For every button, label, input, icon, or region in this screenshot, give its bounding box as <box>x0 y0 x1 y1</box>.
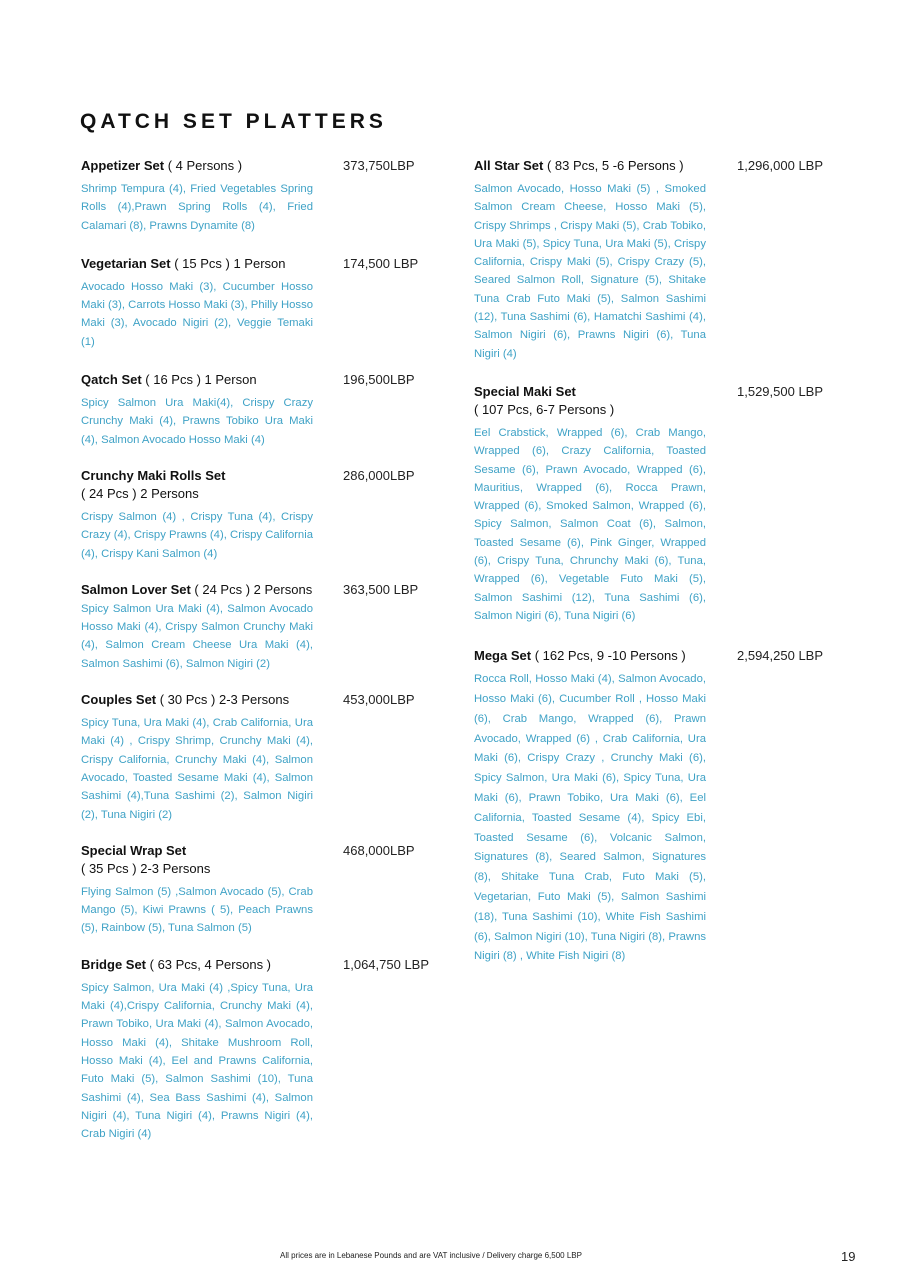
footer-note: All prices are in Lebanese Pounds and are VAT inclusive / Delivery charge 6,500 LBP <box>280 1251 582 1260</box>
menu-item <box>81 371 433 449</box>
item-description: Avocado Hosso Maki (3), Cucumber Hosso Maki (3), Carrots Hosso Maki (3), Philly Hosso Maki (3), Avocado Nigiri (2), Veggie Temaki (1) <box>81 280 313 348</box>
page-title: QATCH SET PLATTERS <box>80 110 387 133</box>
item-description: Flying Salmon (5) ,Salmon Avocado (5), Crab Mango (5), Kiwi Prawns ( 5), Peach Prawns (5), Rainbow (5), Tuna Salmon (5) <box>81 885 313 935</box>
item-detail: ( 15 Pcs ) 1 Person <box>170 255 286 271</box>
item-detail: ( 162 Pcs, 9 -10 Persons ) <box>531 648 686 664</box>
item-name: Special Maki Set <box>474 383 576 399</box>
item-name: Bridge Set <box>81 956 147 972</box>
menu-item <box>474 383 834 625</box>
menu-item <box>81 691 433 824</box>
item-description: Spicy Salmon Ura Maki(4), Crispy Crazy Crunchy Maki (4), Prawns Tobiko Ura Maki (4), Salmon Avocado Hosso Maki (4) <box>81 397 313 446</box>
item-description: Spicy Salmon Ura Maki (4), Salmon Avocado Hosso Maki (4), Crispy Salmon Crunchy Maki (4), Salmon Cream Cheese Ura Maki (4), Salmon Sashimi (6), Salmon Nigiri (2) <box>81 602 313 670</box>
item-price: 453,000LBP <box>343 692 415 708</box>
menu-item <box>81 956 433 1144</box>
item-description: Rocca Roll, Hosso Maki (4), Salmon Avocado, Hosso Maki (6), Cucumber Roll , Hosso Maki (6), Crab Mango, Wrapped (6), Prawn Avocado, Wrapped (6) , Crab California, Ura Maki (6), Crispy Crazy , Crunchy Maki (6), Spicy Salmon, Ura Maki (6), Spicy Tuna, Ura Maki (6), Prawn Tobiko, Ura Maki (6), Eel California, Toasted Sesame (4), Spicy Ebi, Toasted Sesame (6), Volcanic Salmon, Signatures (8), Seared Salmon, Signatures (8), Shitake Tuna Crab, Futo Maki (5), Vegetarian, Futo Maki (5), Salmon Sashimi (18), Tuna Sashimi (10), White Fish Sashimi (6), Salmon Nigiri (10), Tuna Nigiri (8), Prawns Nigiri (8) , White Fish Nigiri (8) <box>474 673 706 963</box>
item-detail: ( 83 Pcs, 5 -6 Persons ) <box>543 158 684 173</box>
menu-item <box>81 581 433 673</box>
page-number: 19 <box>841 1249 856 1264</box>
item-detail: ( 35 Pcs ) 2-3 Persons <box>81 860 211 876</box>
item-name: Special Wrap Set <box>81 842 187 858</box>
item-detail: ( 4 Persons ) <box>164 158 243 173</box>
item-detail: ( 63 Pcs, 4 Persons ) <box>146 956 272 972</box>
item-price: 468,000LBP <box>343 842 415 858</box>
item-name: Salmon Lover Set <box>81 581 191 597</box>
item-detail: ( 30 Pcs ) 2-3 Persons <box>156 692 290 708</box>
item-description: Salmon Avocado, Hosso Maki (5) , Smoked Salmon Cream Cheese, Hosso Maki (5), Crispy Shrimps , Crispy Maki (5), Crab Tobiko, Ura Maki (5), Spicy Tuna, Ura Maki (5), Crispy California, Crispy Maki (5), Crispy Crazy (5), Seared Salmon Roll, Signature (5), Shitake Tuna Crab Futo Maki (5), Salmon Sashimi (12), Tuna Sashimi (6), Hamatchi Sashimi (4), Salmon Nigiri (6), Prawns Nigiri (6), Tuna Nigiri (4) <box>474 183 706 360</box>
right-column <box>474 157 834 983</box>
item-detail: ( 24 Pcs ) 2 Persons <box>81 485 199 501</box>
item-name: Crunchy Maki Rolls Set <box>81 467 226 483</box>
menu-item <box>81 157 433 235</box>
item-description: Spicy Salmon, Ura Maki (4) ,Spicy Tuna, Ura Maki (4),Crispy California, Crunchy Maki (4), Prawn Tobiko, Ura Maki (4), Salmon Avocado, Hosso Maki (4), Shitake Mushroom Roll, Hosso Maki (4), Eel and Prawns California, Futo Maki (5), Salmon Sashimi (10), Tuna Sashimi (4), Sea Bass Sashimi (4), Salmon Nigiri (4), Tuna Nigiri (4), Prawns Nigiri (4), Crab Nigiri (4) <box>81 981 313 1141</box>
item-name: Vegetarian Set <box>81 255 171 271</box>
item-price: 373,750LBP <box>343 158 415 173</box>
menu-item <box>81 255 433 351</box>
item-description: Eel Crabstick, Wrapped (6), Crab Mango, Wrapped (6), Crazy California, Toasted Sesame (6), Prawn Avocado, Wrapped (6), Mauritius, Wrapped (6), Rocca Prawn, Wrapped (6), Smoked Salmon, Wrapped (6), Spicy Salmon, Salmon Coat (6), Salmon, Toasted Sesame (6), Pink Ginger, Wrapped (6), Crispy Tuna, Chrunchy Maki (6), Tuna, Wrapped (6), Vegetable Futo Maki (5), Salmon Sashimi (12), Tuna Sashimi (6), Salmon Nigiri (6), Tuna Nigiri (6) <box>474 426 706 622</box>
item-description: Shrimp Tempura (4), Fried Vegetables Spring Rolls (4),Prawn Spring Rolls (4), Fried Calamari (8), Prawns Dynamite (8) <box>81 183 313 232</box>
item-price: 1,064,750 LBP <box>343 956 430 972</box>
item-price: 1,296,000 LBP <box>737 158 824 173</box>
item-name: Qatch Set <box>81 372 142 388</box>
item-price: 196,500LBP <box>343 372 415 388</box>
item-name: All Star Set <box>474 158 544 173</box>
item-price: 174,500 LBP <box>343 255 419 271</box>
item-description: Spicy Tuna, Ura Maki (4), Crab California, Ura Maki (4) , Crispy Shrimp, Crunchy Maki (4), Crispy California, Crunchy Maki (4), Salmon Avocado, Toasted Sesame Maki (4), Salmon Sashimi (4),Tuna Sashimi (2), Salmon Nigiri (2), Tuna Nigiri (2) <box>81 717 313 821</box>
menu-item <box>81 467 433 563</box>
item-price: 2,594,250 LBP <box>737 648 824 664</box>
item-price: 1,529,500 LBP <box>737 383 824 399</box>
item-description: Crispy Salmon (4) , Crispy Tuna (4), Crispy Crazy (4), Crispy Prawns (4), Crispy California (4), Crispy Kani Salmon (4) <box>81 510 313 560</box>
item-price: 363,500 LBP <box>343 581 419 597</box>
item-price: 286,000LBP <box>343 467 415 483</box>
menu-item <box>81 842 433 938</box>
menu-item <box>474 647 834 967</box>
item-detail: ( 24 Pcs ) 2 Persons <box>190 581 313 597</box>
left-column <box>81 157 433 1159</box>
item-detail: ( 16 Pcs ) 1 Person <box>141 372 257 388</box>
item-name: Appetizer Set <box>81 158 165 173</box>
item-detail: ( 107 Pcs, 6-7 Persons ) <box>474 401 615 417</box>
menu-item <box>474 157 834 363</box>
item-name: Mega Set <box>474 648 532 664</box>
item-name: Couples Set <box>81 692 157 708</box>
